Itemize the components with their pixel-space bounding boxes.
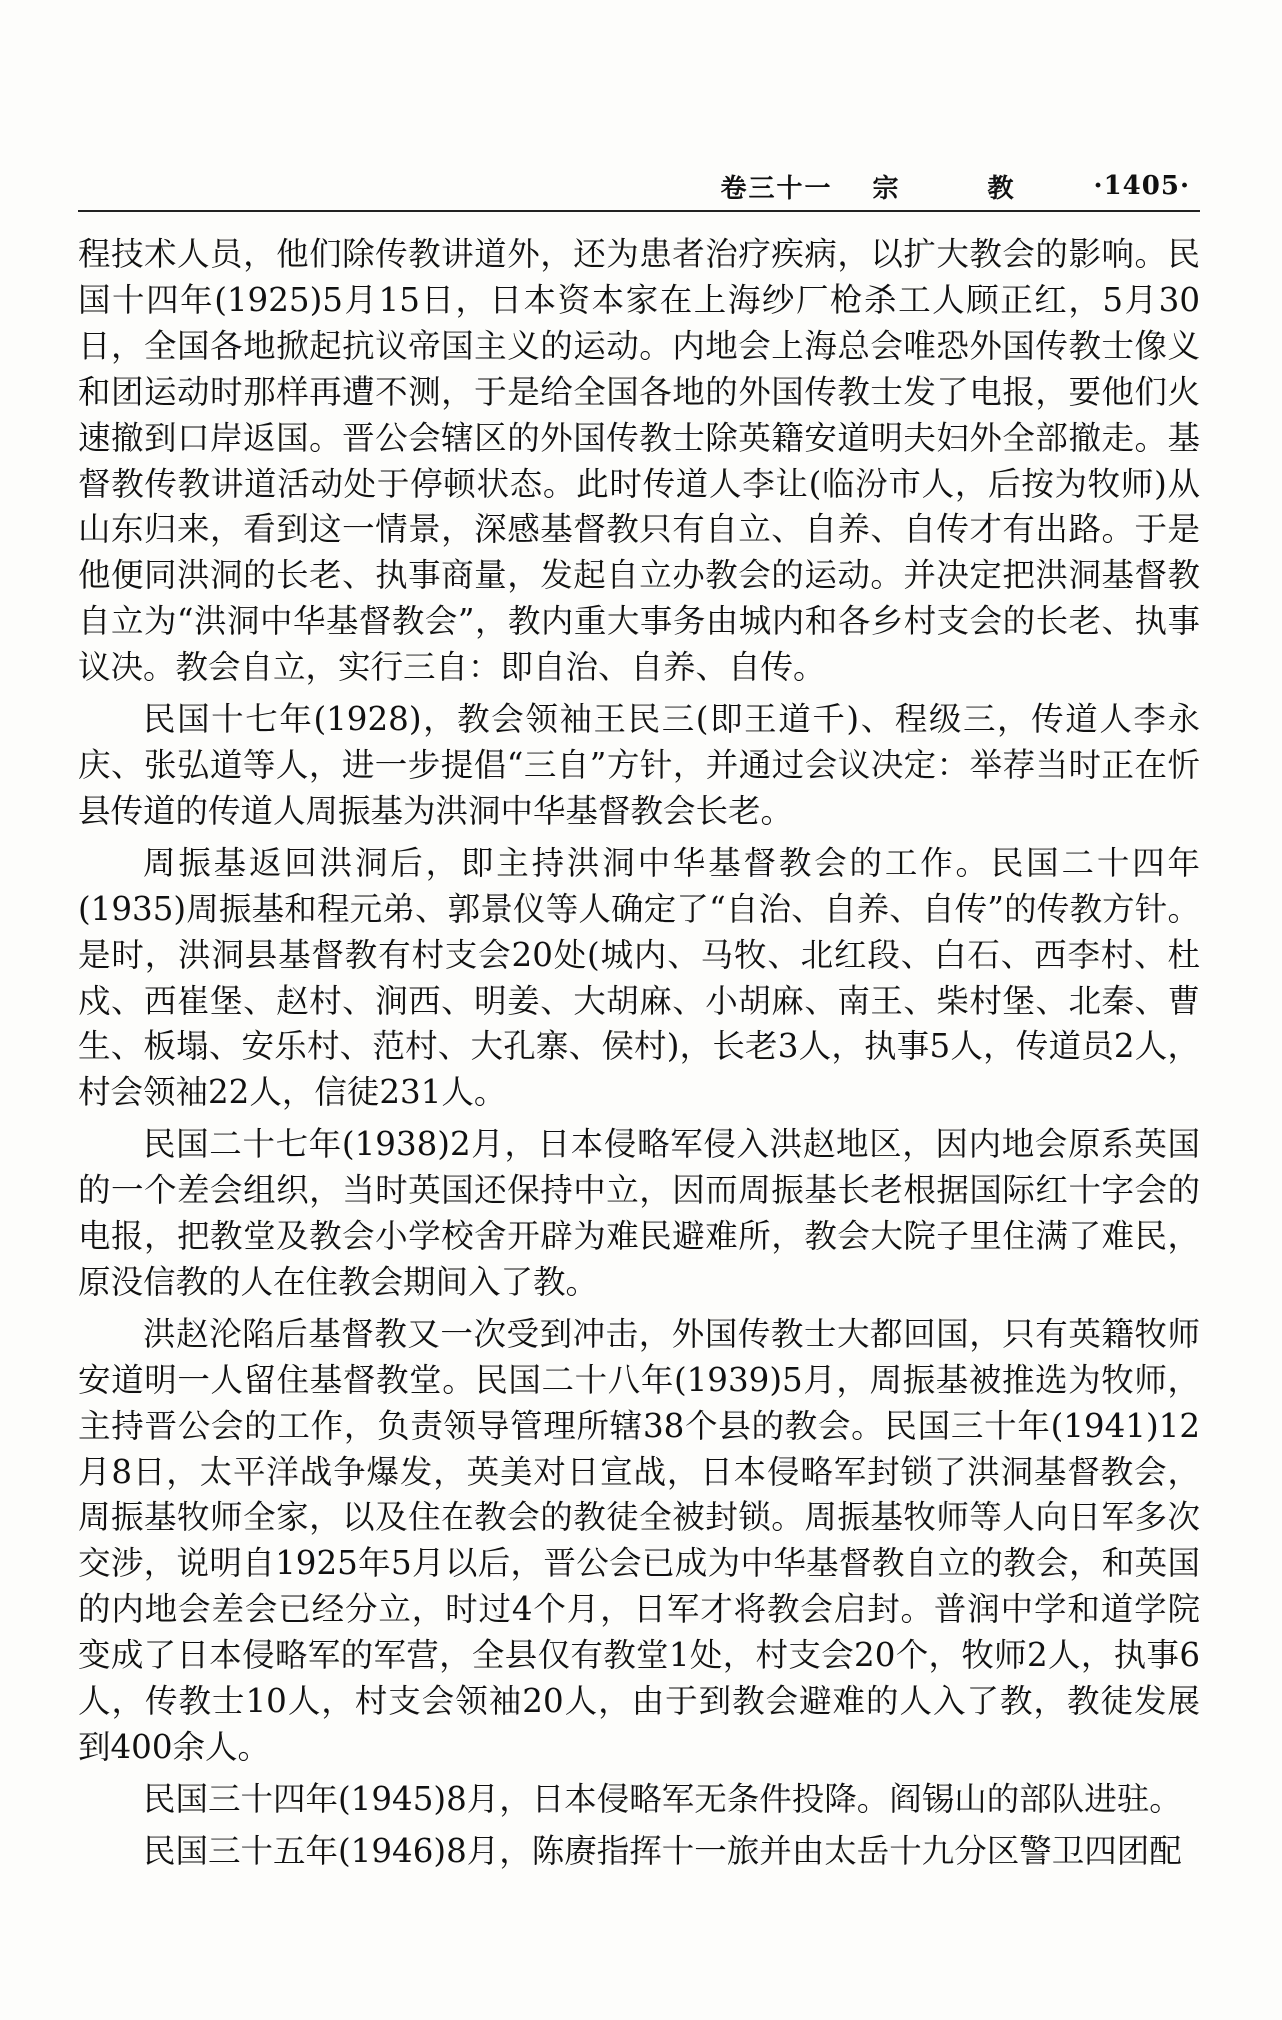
chapter-title: 卷三十一 [720,173,833,204]
paragraph-4: 民国二十七年(1938)2月，日本侵略军侵入洪赵地区，因内地会原系英国的一个差会组织，当时英国还保持中立，因而周振基长老根据国际红十字会的电报，把教堂及教会小学校舍开辟为难民避难所，教会大院子里住满了难民，原没信教的人在住教会期间入了教。 [78,1125,1200,1301]
paragraph-1: 程技术人员，他们除传教讲道外，还为患者治疗疾病，以扩大教会的影响。民国十四年(1925)5月15日，日本资本家在上海纱厂枪杀工人顾正红，5月30日，全国各地掀起抗议帝国主义的运动。内地会上海总会唯恐外国传教士像义和团运动时那样再遭不测，于是给全国各地的外国传教士发了电报，要他们火速撤到口岸返国。晋公会辖区的外国传教士除英籍安道明夫妇外全部撤走。基督教传教讲道活动处于停顿状态。此时传道人李让(临汾市人，后按为牧师)从山东归来，看到这一情景，深感基督教只有自立、自养、自传才有出路。于是他便同洪洞的长老、执事商量，发起自立办教会的运动。并决定把洪洞基督教自立为“洪洞中华基督教会”，教内重大事务由城内和各乡村支会的长老、执事议决。教会自立，实行三自：即自治、自养、自传。 [78,235,1200,687]
body-text [78,232,1200,1881]
paragraph-2: 民国十七年(1928)，教会领袖王民三(即王道千)、程级三，传道人李永庆、张弘道等人，进一步提倡“三自”方针，并通过会议决定：举荐当时正在忻县传道的传道人周振基为洪洞中华基督教会长老。 [78,700,1200,830]
running-header [720,168,1190,204]
section-topic: 宗 教 [872,173,1054,204]
paragraph-7: 民国三十五年(1946)8月，陈赓指挥十一旅并由太岳十九分区警卫四团配 [143,1831,1182,1870]
header-rule [78,210,1200,212]
paragraph-5: 洪赵沦陷后基督教又一次受到冲击，外国传教士大都回国，只有英籍牧师安道明一人留住基督教堂。民国二十八年(1939)5月，周振基被推选为牧师，主持晋公会的工作，负责领导管理所辖38个县的教会。民国三十年(1941)12月8日，太平洋战争爆发，英美对日宣战，日本侵略军封锁了洪洞基督教会，周振基牧师全家，以及住在教会的教徒全被封锁。周振基牧师等人向日军多次交涉，说明自1925年5月以后，晋公会已成为中华基督教自立的教会，和英国的内地会差会已经分立，时过4个月，日军才将教会启封。普润中学和道学院变成了日本侵略军的军营，全县仅有教堂1处，村支会20个，牧师2人，执事6人，传教士10人，村支会领袖20人，由于到教会避难的人入了教，教徒发展到400余人。 [78,1314,1200,1766]
paragraph-6: 民国三十四年(1945)8月，日本侵略军无条件投降。阎锡山的部队进驻。 [143,1779,1182,1818]
page-number: ·1405· [1093,171,1190,201]
paragraph-3: 周振基返回洪洞后，即主持洪洞中华基督教会的工作。民国二十四年(1935)周振基和程元弟、郭景仪等人确定了“自治、自养、自传”的传教方针。是时，洪洞县基督教有村支会20处(城内、马牧、北红段、白石、西李村、杜戍、西崔堡、赵村、涧西、明姜、大胡麻、小胡麻、南王、柴村堡、北秦、曹生、板塌、安乐村、范村、大孔寨、侯村)，长老3人，执事5人，传道员2人，村会领袖22人，信徒231人。 [78,843,1200,1112]
